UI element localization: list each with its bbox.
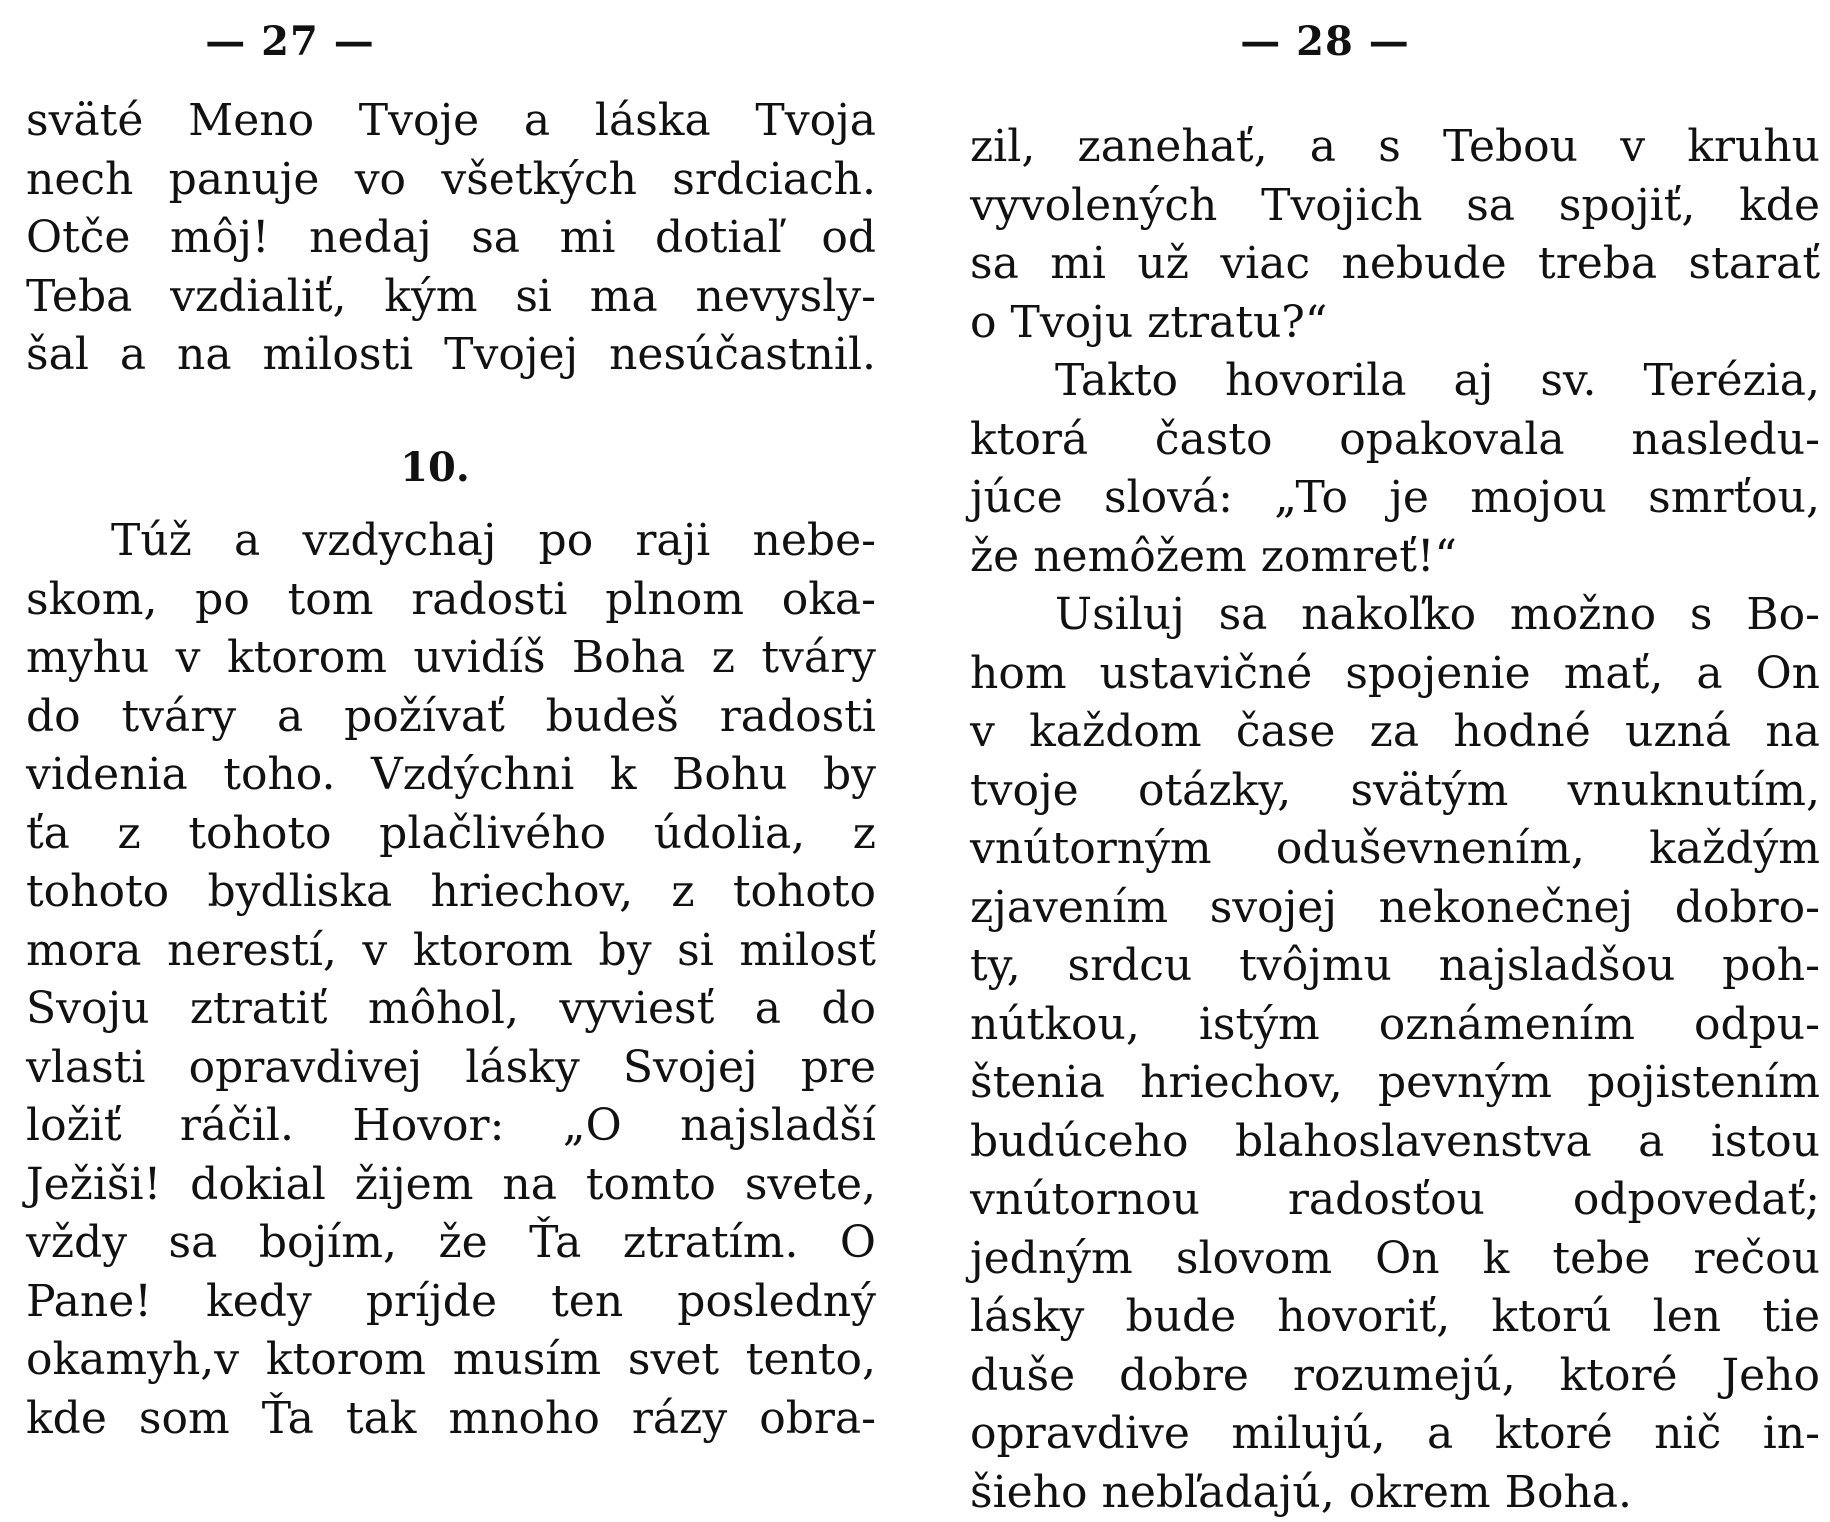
text-line: Teba vzdialiť, kým si ma nevysly- bbox=[26, 268, 876, 327]
text-line: ťa z tohoto plačlivého údolia, z bbox=[26, 805, 876, 864]
right-paragraph-1 bbox=[970, 118, 1820, 352]
text-line: vyvolených Tvojich sa spojiť, kde bbox=[970, 177, 1820, 236]
text-line: tvoje otázky, svätým vnuknutím, bbox=[970, 762, 1820, 821]
text-line: o Tvoju ztratu?“ bbox=[970, 294, 1820, 353]
text-line: Pane! kedy príjde ten posledný bbox=[26, 1273, 876, 1332]
text-line: okamyh,v ktorom musím svet tento, bbox=[26, 1331, 876, 1390]
text-line: Túž a vzdychaj po raji nebe- bbox=[26, 512, 876, 571]
text-line: tohoto bydliska hriechov, z tohoto bbox=[26, 863, 876, 922]
text-line: ty, srdcu tvôjmu najsladšou poh- bbox=[970, 937, 1820, 996]
text-line: nútkou, istým oznámením odpu- bbox=[970, 996, 1820, 1055]
text-line: Otče môj! nedaj sa mi dotiaľ od bbox=[26, 209, 876, 268]
text-line: videnia toho. Vzdýchni k Bohu by bbox=[26, 746, 876, 805]
left-paragraph-1 bbox=[26, 92, 876, 385]
text-line: štenia hriechov, pevným pojistením bbox=[970, 1054, 1820, 1113]
text-line: duše dobre rozumejú, ktoré Jeho bbox=[970, 1347, 1820, 1406]
text-line: júce slová: „To je mojou smrťou, bbox=[970, 469, 1820, 528]
text-line: vnútorným oduševnením, každým bbox=[970, 820, 1820, 879]
text-line: hom ustavičné spojenie mať, a On bbox=[970, 645, 1820, 704]
text-line: šal a na milosti Tvojej nesúčastnil. bbox=[26, 326, 876, 385]
text-line: Svoju ztratiť môhol, vyviesť a do bbox=[26, 980, 876, 1039]
text-line: vždy sa bojím, že Ťa ztratím. O bbox=[26, 1214, 876, 1273]
page-number-left: — 27 — bbox=[0, 22, 740, 62]
text-line: do tváry a požívať budeš radosti bbox=[26, 688, 876, 747]
text-line: zjavením svojej nekonečnej dobro- bbox=[970, 879, 1820, 938]
left-paragraph-2 bbox=[26, 512, 876, 1448]
right-page bbox=[960, 0, 1830, 1500]
text-line: že nemôžem zomreť!“ bbox=[970, 528, 1820, 587]
page-number-right: — 28 — bbox=[890, 22, 1760, 62]
text-line: skom, po tom radosti plnom oka- bbox=[26, 571, 876, 630]
text-line: jedným slovom On k tebe rečou bbox=[970, 1230, 1820, 1289]
text-line: budúceho blahoslavenstva a istou bbox=[970, 1113, 1820, 1172]
text-line: ložiť ráčil. Hovor: „O najsladší bbox=[26, 1097, 876, 1156]
text-line: v každom čase za hodné uzná na bbox=[970, 703, 1820, 762]
text-line: myhu v ktorom uvidíš Boha z tváry bbox=[26, 629, 876, 688]
text-line: šieho nebľadajú, okrem Boha. bbox=[970, 1464, 1820, 1522]
right-paragraph-3 bbox=[970, 586, 1820, 1522]
text-line: kde som Ťa tak mnoho rázy obra- bbox=[26, 1390, 876, 1449]
left-page bbox=[0, 0, 900, 1500]
text-line: sväté Meno Tvoje a láska Tvoja bbox=[26, 92, 876, 151]
right-paragraph-2 bbox=[970, 352, 1820, 586]
text-line: mora nerestí, v ktorom by si milosť bbox=[26, 922, 876, 981]
text-line: nech panuje vo všetkých srdciach. bbox=[26, 151, 876, 210]
text-line: Usiluj sa nakoľko možno s Bo- bbox=[970, 586, 1820, 645]
text-line: lásky bude hovoriť, ktorú len tie bbox=[970, 1288, 1820, 1347]
text-line: Ježiši! dokial žijem na tomto svete, bbox=[26, 1156, 876, 1215]
text-line: Takto hovorila aj sv. Terézia, bbox=[970, 352, 1820, 411]
text-line: vlasti opravdivej lásky Svojej pre bbox=[26, 1039, 876, 1098]
text-line: opravdive milujú, a ktoré nič in- bbox=[970, 1405, 1820, 1464]
text-line: zil, zanehať, a s Tebou v kruhu bbox=[970, 118, 1820, 177]
text-line: sa mi už viac nebude treba starať bbox=[970, 235, 1820, 294]
section-number: 10. bbox=[0, 448, 885, 488]
text-line: ktorá často opakovala nasledu- bbox=[970, 411, 1820, 470]
text-line: vnútornou radosťou odpovedať; bbox=[970, 1171, 1820, 1230]
